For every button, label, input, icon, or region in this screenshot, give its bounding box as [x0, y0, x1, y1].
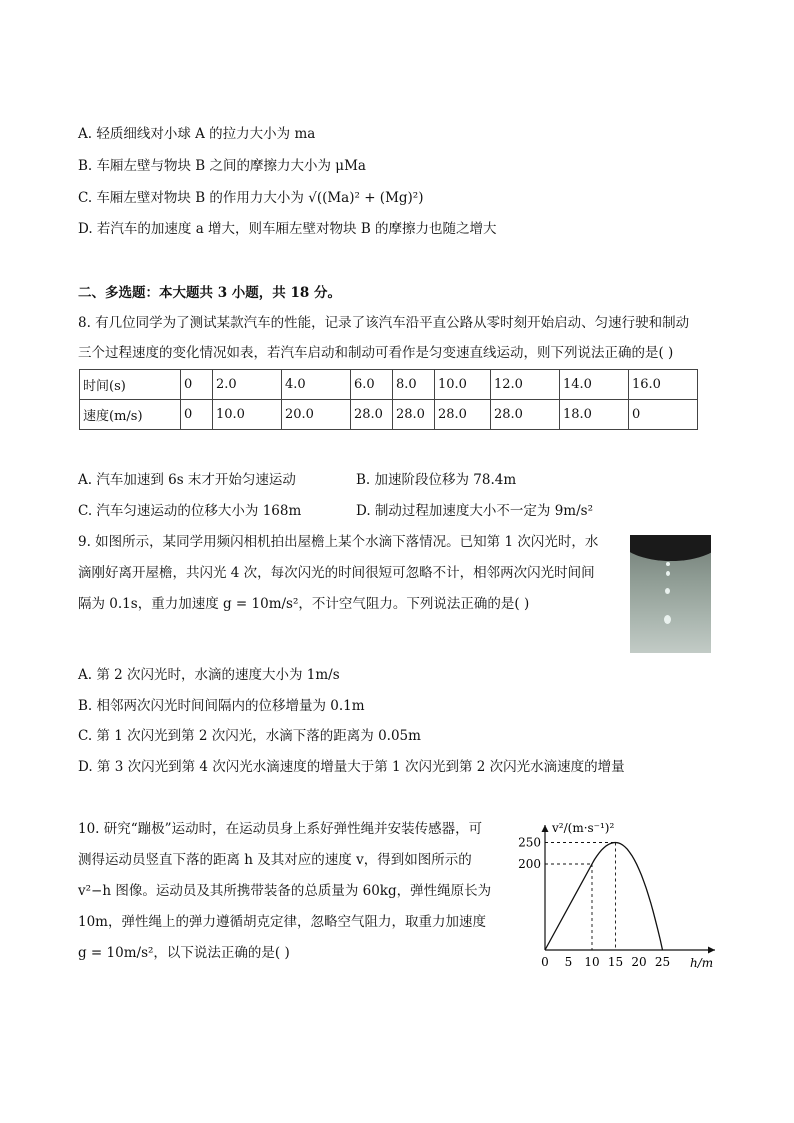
- q10-stem-line1: 10. 研究“蹦极”运动时，在运动员身上系好弹性绳并安装传感器，可: [78, 821, 483, 837]
- table-cell: 8.0: [393, 370, 435, 400]
- table-cell: 0: [629, 400, 698, 430]
- table-cell: 28.0: [393, 400, 435, 430]
- table-cell: 0: [181, 400, 213, 430]
- x-tick-label: 5: [564, 955, 573, 969]
- q7-option-b: B. 车厢左壁与物块 B 之间的摩擦力大小为 μMa: [78, 158, 366, 174]
- table-cell: 28.0: [491, 400, 560, 430]
- table-cell: 4.0: [282, 370, 351, 400]
- v2-h-chart: [510, 815, 730, 975]
- table-header-speed: 速度(m/s): [80, 400, 181, 430]
- table-cell: 20.0: [282, 400, 351, 430]
- q10-stem-line4: 10m，弹性绳上的弹力遵循胡克定律，忽略空气阻力，取重力加速度: [78, 914, 486, 930]
- section-heading: 二、多选题：本大题共 3 小题，共 18 分。: [78, 285, 341, 301]
- table-cell: 28.0: [435, 400, 491, 430]
- table-cell: 2.0: [213, 370, 282, 400]
- x-axis-label: h/m: [690, 956, 714, 970]
- q8-option-d: D. 制动过程加速度大小不一定为 9m/s²: [356, 503, 593, 519]
- table-cell: 14.0: [560, 370, 629, 400]
- v2-h-curve: [545, 843, 663, 951]
- water-drop-photo: [630, 535, 711, 653]
- eave-shape: [630, 535, 711, 561]
- x-tick-label: 20: [631, 955, 647, 969]
- table-cell: 6.0: [351, 370, 393, 400]
- y-tick-label: 250: [518, 835, 541, 850]
- drop-4: [664, 615, 671, 624]
- table-cell: 28.0: [351, 400, 393, 430]
- tick-labels: [518, 836, 670, 970]
- table-cell: 16.0: [629, 370, 698, 400]
- y-axis-label: v²/(m·s⁻¹)²: [552, 821, 615, 835]
- table-cell: 12.0: [491, 370, 560, 400]
- table-cell: 10.0: [213, 400, 282, 430]
- x-tick-label: 25: [654, 955, 671, 969]
- y-tick-label: 200: [518, 857, 541, 871]
- q7-option-d: D. 若汽车的加速度 a 增大，则车厢左壁对物块 B 的摩擦力也随之增大: [78, 221, 497, 237]
- q10-stem-line3: v²−h 图像。运动员及其所携带装备的总质量为 60kg，弹性绳原长为: [78, 883, 492, 899]
- q9-option-a: A. 第 2 次闪光时，水滴的速度大小为 1m/s: [78, 667, 340, 683]
- q9-stem-line3: 隔为 0.1s，重力加速度 g = 10m/s²，不计空气阻力。下列说法正确的是( ): [78, 596, 530, 612]
- q8-option-a: A. 汽车加速到 6s 末才开始匀速运动: [78, 472, 296, 488]
- table-row-time: [80, 370, 698, 400]
- table-cell: 10.0: [435, 370, 491, 400]
- table-cell: 18.0: [560, 400, 629, 430]
- q8-stem-line2: 三个过程速度的变化情况如表，若汽车启动和制动可看作是匀变速直线运动，则下列说法正确的是( ): [78, 345, 674, 361]
- q8-option-c: C. 汽车匀速运动的位移大小为 168m: [78, 503, 302, 519]
- table-row-speed: [80, 400, 698, 430]
- drop-2: [666, 571, 670, 576]
- q9-stem-line1: 9. 如图所示，某同学用频闪相机拍出屋檐上某个水滴下落情况。已知第 1 次闪光时，水: [78, 534, 599, 550]
- x-tick-label: 10: [584, 955, 600, 969]
- x-tick-label: 15: [607, 955, 624, 969]
- q7-option-c: C. 车厢左壁对物块 B 的作用力大小为 √((Ma)² + (Mg)²): [78, 190, 424, 206]
- dashed-guides: [545, 843, 616, 951]
- table-cell: 0: [181, 370, 213, 400]
- q7-option-a: A. 轻质细线对小球 A 的拉力大小为 ma: [78, 126, 316, 142]
- drop-3: [665, 588, 670, 594]
- q9-option-b: B. 相邻两次闪光时间间隔内的位移增量为 0.1m: [78, 698, 365, 714]
- table-header-time: 时间(s): [80, 370, 181, 400]
- x-tick-label: 0: [541, 955, 549, 969]
- q9-option-c: C. 第 1 次闪光到第 2 次闪光，水滴下落的距离为 0.05m: [78, 728, 421, 744]
- q8-option-b: B. 加速阶段位移为 78.4m: [356, 472, 517, 488]
- q9-option-d: D. 第 3 次闪光到第 4 次闪光水滴速度的增量大于第 1 次闪光到第 2 次闪光水滴速度的增量: [78, 759, 625, 775]
- drop-1: [666, 562, 670, 566]
- q8-table: [79, 369, 698, 430]
- q10-stem-line5: g = 10m/s²，以下说法正确的是( ): [78, 945, 290, 961]
- q8-stem-line1: 8. 有几位同学为了测试某款汽车的性能，记录了该汽车沿平直公路从零时刻开始启动、匀速行驶和制动: [78, 315, 690, 331]
- q10-stem-line2: 测得运动员竖直下落的距离 h 及其对应的速度 v，得到如图所示的: [78, 852, 472, 868]
- q9-stem-line2: 滴刚好离开屋檐，共闪光 4 次，每次闪光的时间很短可忽略不计，相邻两次闪光时间间: [78, 565, 595, 581]
